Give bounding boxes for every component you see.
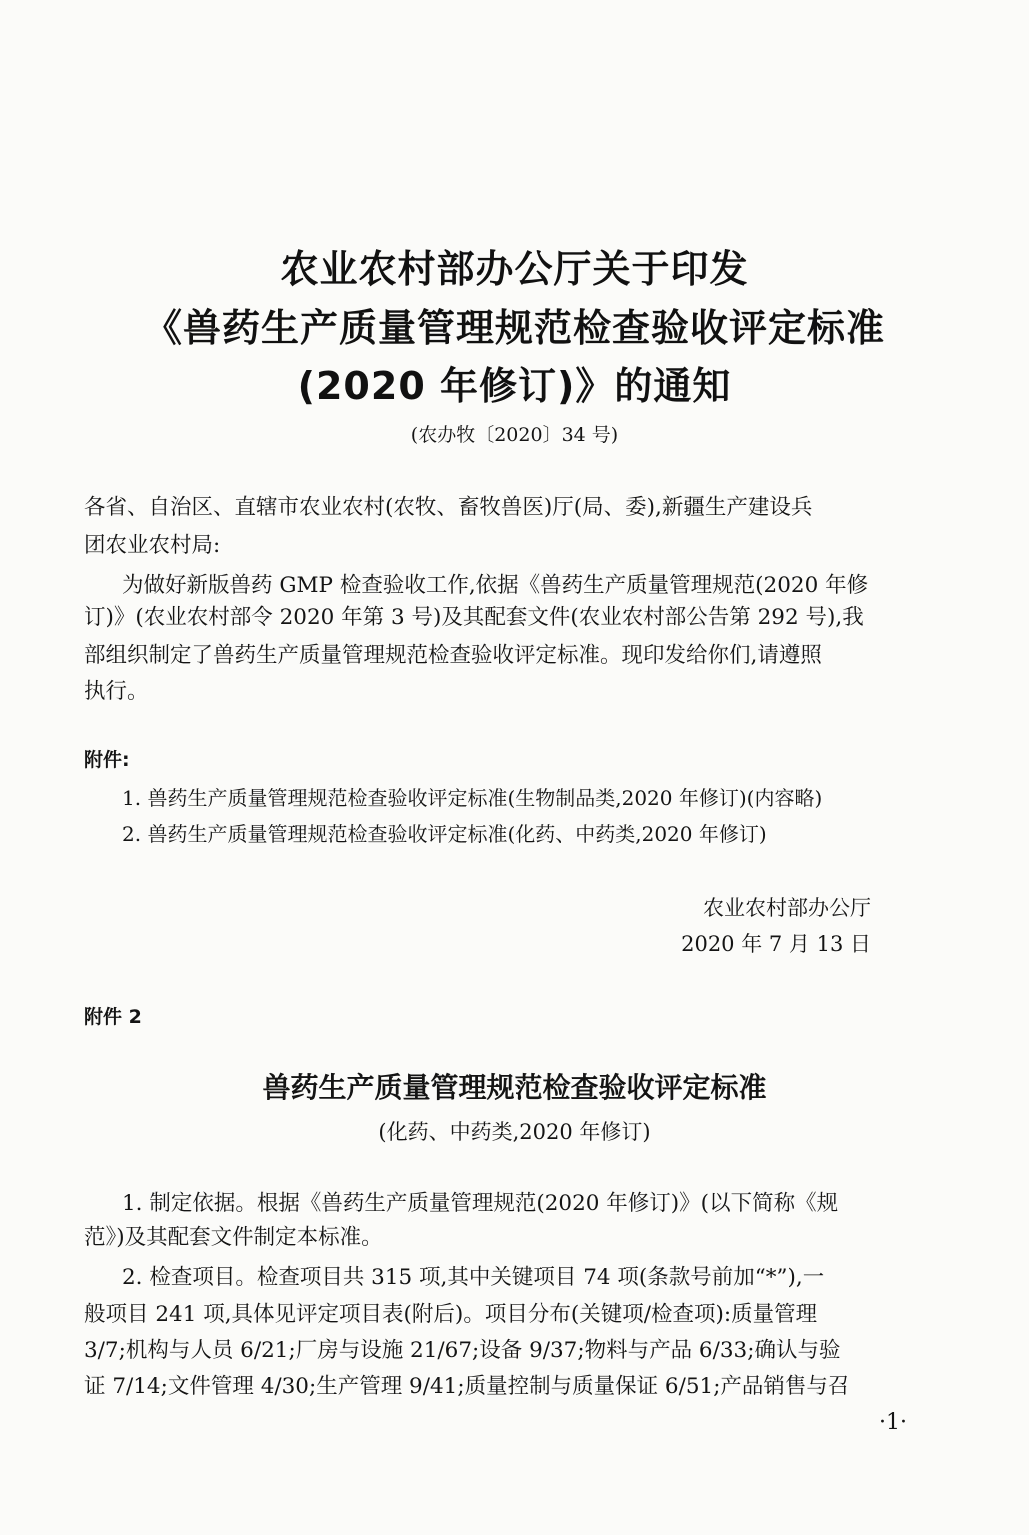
appendix-subtitle: (化药、中药类,2020 年修订)	[378, 1120, 651, 1144]
signature-date: 2020 年 7 月 13 日	[681, 932, 871, 956]
body-line-3: 部组织制定了兽药生产质量管理规范检查验收评定标准。现印发给你们,请遵照	[84, 643, 822, 668]
appendix-para-line-4: 般项目 241 项,具体见评定项目表(附后)。项目分布(关键项/检查项):质量管理	[84, 1302, 818, 1327]
signature-org: 农业农村部办公厅	[703, 896, 871, 920]
appendix-title: 兽药生产质量管理规范检查验收评定标准	[262, 1071, 767, 1104]
appendix-para-line-5: 3/7;机构与人员 6/21;厂房与设施 21/67;设备 9/37;物料与产品 6/33;确认与验	[84, 1338, 841, 1363]
appendix-para-line-6: 证 7/14;文件管理 4/30;生产管理 9/41;质量控制与质量保证 6/51;产品销售与召	[84, 1374, 850, 1399]
appendix-para-line-1: 1. 制定依据。根据《兽药生产质量管理规范(2020 年修订)》(以下简称《规	[122, 1191, 839, 1216]
appendix-para-line-2: 范》)及其配套文件制定本标准。	[84, 1225, 383, 1250]
body-line-1: 为做好新版兽药 GMP 检查验收工作,依据《兽药生产质量管理规范(2020 年修	[122, 573, 869, 598]
attachment-item-1: 1. 兽药生产质量管理规范检查验收评定标准(生物制品类,2020 年修订)(内容略)	[122, 786, 823, 810]
body-line-4: 执行。	[84, 679, 149, 704]
recipients-line-2: 团农业农村局:	[84, 533, 221, 558]
document-number: (农办牧〔2020〕34 号)	[410, 424, 619, 446]
notice-title-line-3: (2020 年修订)》的通知	[297, 364, 732, 408]
appendix-para-line-3: 2. 检查项目。检查项目共 315 项,其中关键项目 74 项(条款号前加“*”),一	[122, 1265, 825, 1290]
body-line-2: 订)》(农业农村部令 2020 年第 3 号)及其配套文件(农业农村部公告第 292 号),我	[84, 605, 864, 630]
recipients-line-1: 各省、自治区、直辖市农业农村(农牧、畜牧兽医)厅(局、委),新疆生产建设兵	[84, 495, 813, 520]
attachment-item-2: 2. 兽药生产质量管理规范检查验收评定标准(化药、中药类,2020 年修订)	[122, 822, 767, 846]
notice-title-line-2: 《兽药生产质量管理规范检查验收评定标准	[143, 306, 885, 350]
appendix-label: 附件 2	[84, 1006, 142, 1028]
notice-title-line-1: 农业农村部办公厅关于印发	[280, 247, 749, 291]
attachments-label: 附件:	[84, 749, 130, 771]
page-number: ·1·	[879, 1410, 907, 1435]
